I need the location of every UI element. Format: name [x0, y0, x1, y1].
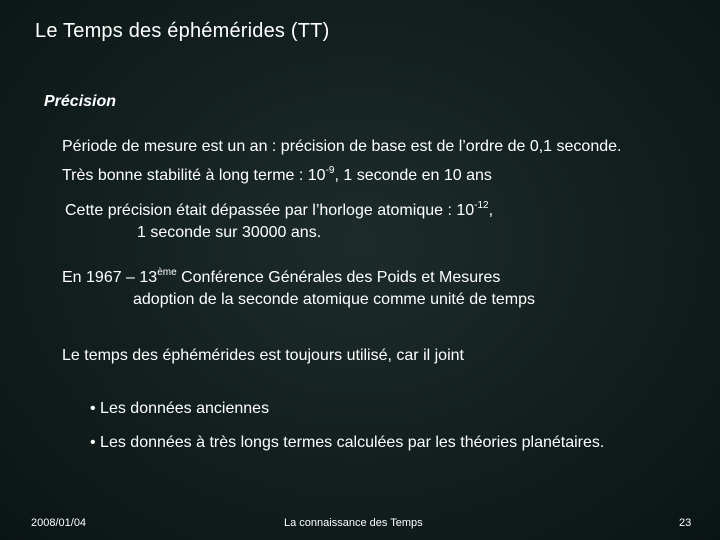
conference-text: En 1967 – 13 [62, 269, 158, 286]
text-line-still-used: Le temps des éphémérides est toujours utilisé, car il joint [62, 347, 464, 364]
text-line-measurement-period: Période de mesure est un an : précision de base est de l’ordre de 0,1 seconde. [62, 138, 622, 155]
footer-date: 2008/01/04 [31, 517, 87, 529]
text-line-adoption: adoption de la seconde atomique comme unité de temps [133, 291, 536, 308]
conference-ordinal: ème [157, 267, 177, 278]
stability-exponent: -9 [325, 165, 335, 176]
atomic-clock-text: Cette précision était dépassée par l’horloge atomique : 10 [65, 202, 475, 219]
footer-page-number: 23 [679, 517, 692, 529]
text-line-atomic-clock [65, 202, 493, 220]
atomic-clock-exponent: -12 [474, 200, 489, 211]
conference-text-end: Conférence Générales des Poids et Mesures [176, 269, 501, 286]
bullet-item: • Les données à très longs termes calculées par les théories planétaires. [90, 434, 605, 451]
section-heading: Précision [44, 93, 117, 110]
slide-title: Le Temps des éphémérides (TT) [35, 20, 330, 42]
bullet-item: • Les données anciennes [90, 400, 270, 417]
atomic-clock-text-end: , [488, 202, 494, 219]
footer-title: La connaissance des Temps [284, 517, 423, 529]
text-line-1967 [62, 269, 500, 287]
stability-text-end: , 1 seconde en 10 ans [334, 167, 492, 184]
text-line-stability [62, 167, 492, 185]
text-line-one-second: 1 seconde sur 30000 ans. [137, 224, 322, 241]
stability-text: Très bonne stabilité à long terme : 10 [62, 167, 326, 184]
